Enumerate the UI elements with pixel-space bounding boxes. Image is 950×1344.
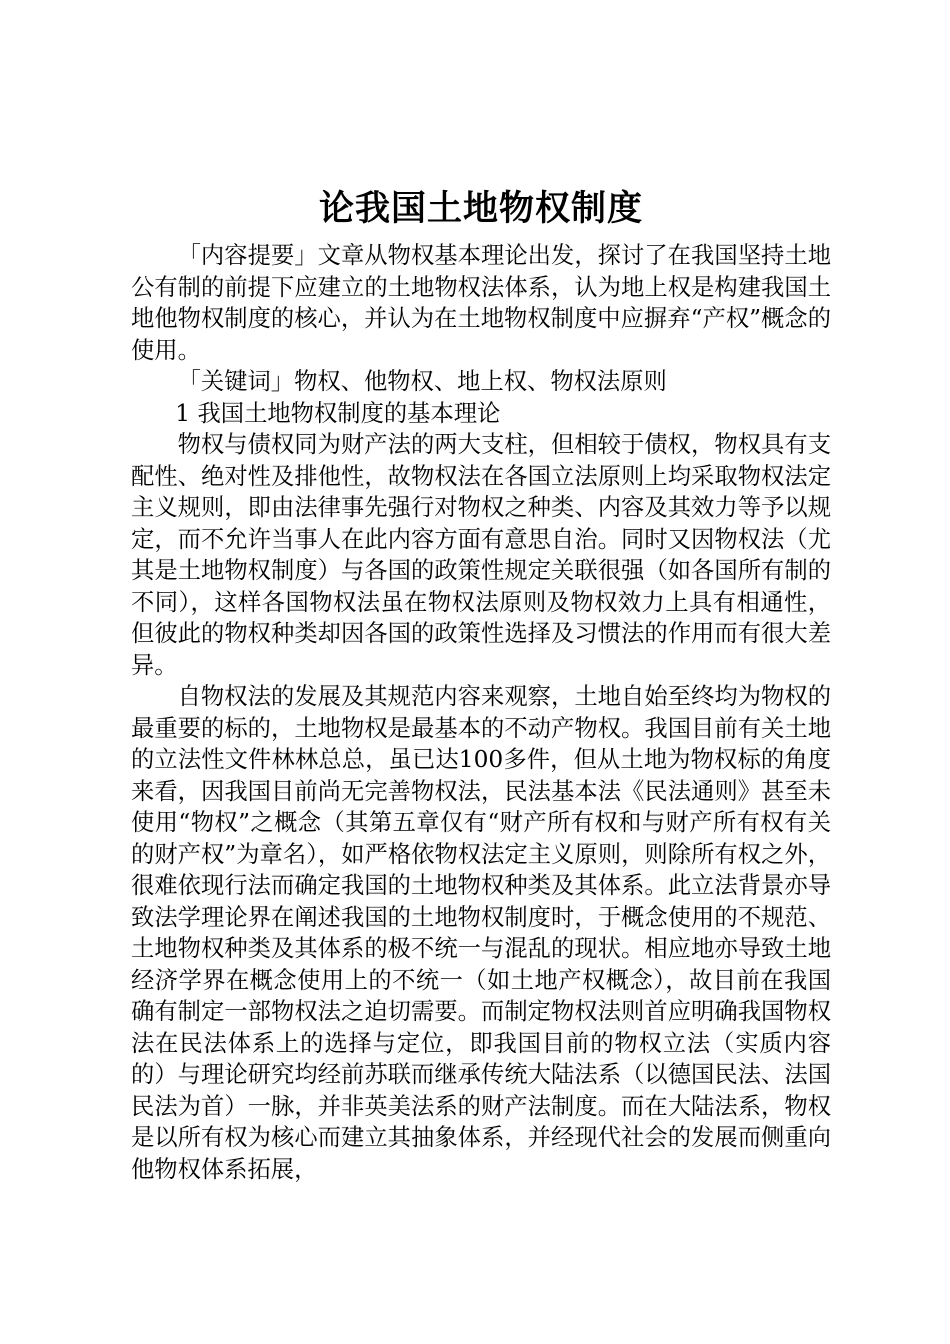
document-page: [131, 186, 831, 1185]
abstract-paragraph: 「内容提要」文章从物权基本理论出发，探讨了在我国坚持土地公有制的前提下应建立的土地物权法体系，认为地上权是构建我国土地他物权制度的核心，并认为在土地物权制度中应摒弃“产权”概念的使用。: [131, 242, 831, 364]
document-title: 论我国土地物权制度: [318, 188, 643, 229]
keywords-paragraph: 「关键词」物权、他物权、地上权、物权法原则: [177, 368, 667, 395]
body-paragraph: 自物权法的发展及其规范内容来观察，土地自始至终均为物权的最重要的标的，土地物权是最基本的不动产物权。我国目前有关土地的立法性文件林林总总，虽已达100多件，但从土地为物权标的角度来看，因我国目前尚无完善物权法，民法基本法《民法通则》甚至未使用“物权”之概念（其第五章仅有“财产所有权和与财产所有权有关的财产权”为章名），如严格依物权法定主义原则，则除所有权之外，很难依现行法而确定我国的土地物权种类及其体系。此立法背景亦导致法学理论界在阐述我国的土地物权制度时，于概念使用的不规范、土地物权种类及其体系的极不统一与混乱的现状。相应地亦导致土地经济学界在概念使用上的不统一（如土地产权概念），故目前在我国确有制定一部物权法之迫切需要。而制定物权法则首应明确我国物权法在民法体系上的选择与定位，即我国目前的物权立法（实质内容的）与理论研究均经前苏联而继承传统大陆法系（以德国民法、法国民法为首）一脉，并非英美法系的财产法制度。而在大陆法系，物权是以所有权为核心而建立其抽象体系，并经现代社会的发展而侧重向他物权体系拓展，: [131, 683, 831, 1183]
section-heading: 1 我国土地物权制度的基本理论: [175, 399, 501, 427]
body-paragraph: 物权与债权同为财产法的两大支柱，但相较于债权，物权具有支配性、绝对性及排他性，故物权法在各国立法原则上均采取物权法定主义规则，即由法律事先强行对物权之种类、内容及其效力等予以规定，而不允许当事人在此内容方面有意思自治。同时又因物权法（尤其是土地物权制度）与各国的政策性规定关联很强（如各国所有制的不同），这样各国物权法虽在物权法原则及物权效力上具有相通性，但彼此的物权种类却因各国的政策性选择及习惯法的作用而有很大差异。: [131, 431, 831, 679]
